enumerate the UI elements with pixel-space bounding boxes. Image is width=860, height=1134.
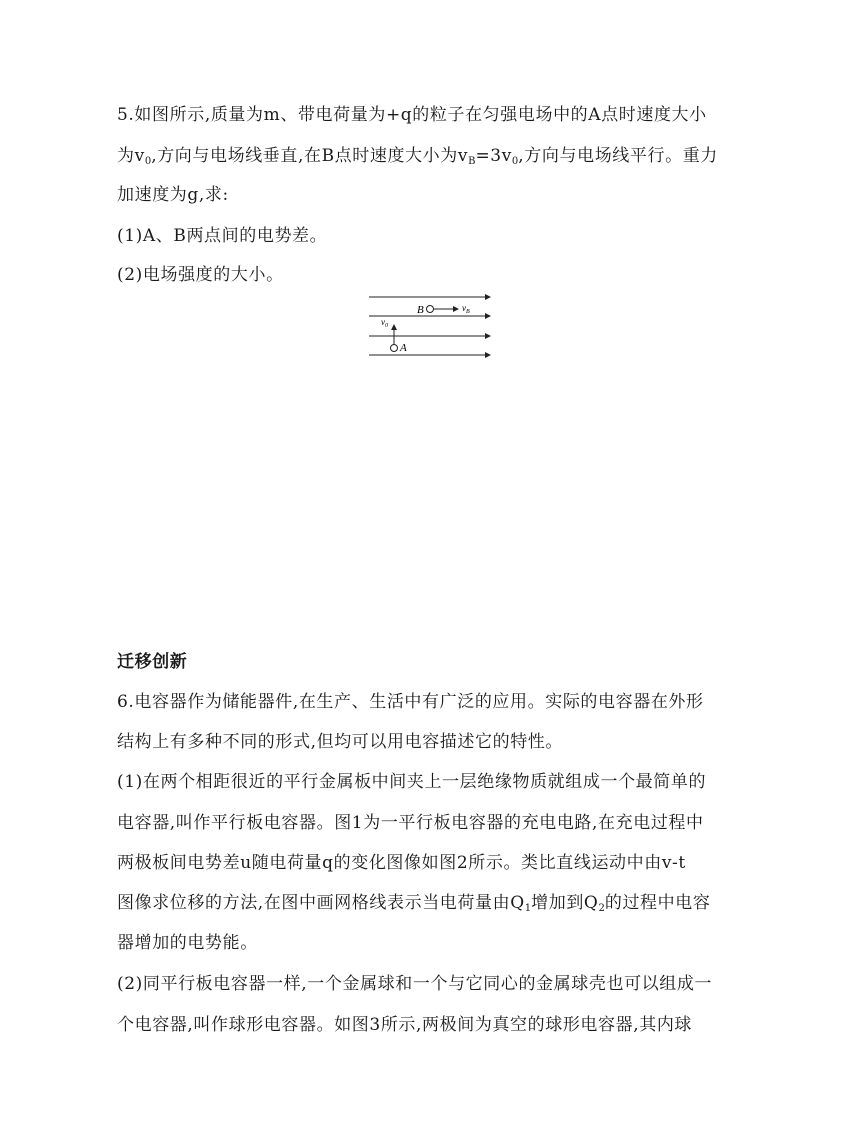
q6-line-1: 6.电容器作为储能器件,在生产、生活中有广泛的应用。实际的电容器在外形 [117, 692, 704, 712]
point-a-label: A [400, 342, 407, 354]
q5-line-2 [117, 145, 718, 173]
q5-part-1: (1)A、B两点间的电势差。 [117, 226, 328, 246]
q6-line-4: 电容器,叫作平行板电容器。图1为一平行板电容器的充电电路,在充电过程中 [117, 813, 704, 833]
q5-line-3: 加速度为g,求: [117, 185, 229, 205]
subscript: B [468, 156, 476, 167]
q6-line-5: 两极板间电势差u随电荷量q的变化图像如图2所示。类比直线运动中由v-t [117, 853, 686, 873]
velocity-b-label [462, 303, 470, 315]
v0-subscript: 0 [385, 323, 388, 329]
subscript: 0 [144, 156, 152, 167]
q6-line-2: 结构上有多种不同的形式,但均可以用电容描述它的特性。 [117, 732, 564, 752]
q6-line-7: 器增加的电势能。 [117, 933, 258, 953]
subscript: 0 [511, 156, 519, 167]
particle-b [427, 306, 434, 313]
particle-a [391, 345, 398, 352]
q5-line-1: 5.如图所示,质量为m、带电荷量为+q的粒子在匀强电场中的A点时速度大小 [117, 105, 707, 125]
q6-text: 的过程中电容 [604, 893, 711, 913]
q5-part-2: (2)电场强度的大小。 [117, 265, 284, 285]
q5-text: =3v [475, 146, 512, 166]
velocity-a-label [381, 317, 388, 329]
vb-symbol: v [462, 303, 466, 313]
q6-line-6 [117, 892, 710, 920]
subscript: 2 [598, 903, 605, 914]
vb-subscript: B [466, 309, 470, 315]
q5-text: ,方向与电场线平行。重力 [518, 146, 718, 166]
v0-symbol: v [381, 317, 385, 327]
q6-line-8: (2)同平行板电容器一样,一个金属球和一个与它同心的金属球壳也可以组成一 [117, 974, 713, 994]
q6-text: 图像求位移的方法,在图中画网格线表示当电荷量由Q [117, 893, 525, 913]
section-heading: 迁移创新 [117, 652, 188, 672]
q6-line-9: 个电容器,叫作球形电容器。如图3所示,两极间为真空的球形电容器,其内球 [117, 1015, 693, 1035]
subscript: 1 [524, 903, 532, 914]
q5-text: ,方向与电场线垂直,在B点时速度大小为v [151, 146, 469, 166]
q6-line-3: (1)在两个相距很近的平行金属板中间夹上一层绝缘物质就组成一个最简单的 [117, 772, 707, 792]
point-b-label: B [417, 304, 424, 316]
q6-text: 增加到Q [531, 893, 599, 913]
q5-text: 为v [117, 146, 145, 166]
electric-field-figure [366, 291, 496, 361]
